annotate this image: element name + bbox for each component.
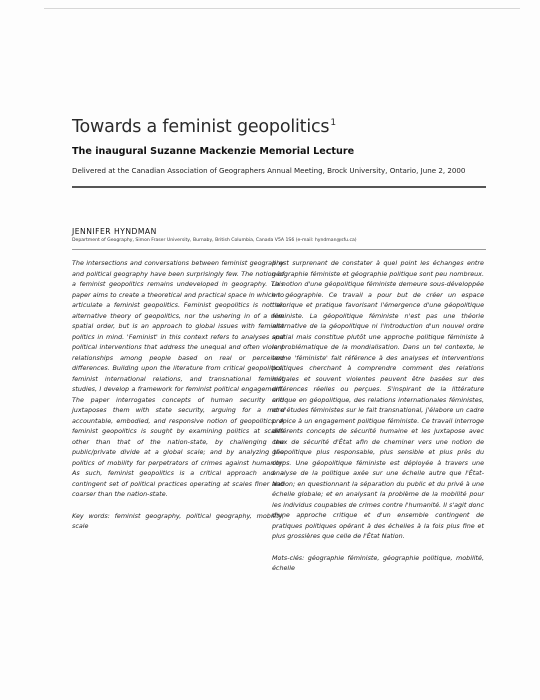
abstract-french-text: Il est surprenant de constater à quel point les échanges entre géographie féministe et géographie politique sont peu nombreux. La notion d'une géopolitique féministe demeure sous-développée en géographie. Ce travail a pour but de créer un espace théorique et pratique favorisant l'émergence d'une géopolitique féministe. La géopolitique féministe n'est pas une théorie alternative de la géopolitique ni l'introduction d'un nouvel ordre spatial mais constitue plutôt une approche politique féministe à la problématique de la mondialisation. Dans un tel contexte, le terme 'féministe' fait référence à des analyses et interventions politiques cherchant à comprendre comment des relations inégales et souvent violentes peuvent être basées sur des différences réelles ou perçues. S'inspirant de la littérature critique en géopolitique, des relations internationales féministes, et d'études féministes sur le fait transnational, j'élabore un cadre propice à un engagement politique féministe. Ce travail interroge différents concepts de sécurité humaine et les juxtapose avec ceux de sécurité d'État afin de cheminer vers une notion de géopolitique plus responsable, plus sensible et plus près du corps. Une géopolitique féministe est déployée à travers une analyse de la politique axée sur une échelle autre que l'État-Nation; en questionnant la séparation du public et du privé à une échelle globale; et en analysant la problème de la mobilité pour les individus coupables de crimes contre l'humanité. Il s'agit donc d'une approche critique et d'un ensemble contingent de pratiques politiques opérant à des échelles à la fois plus fine et plus grossières que celle de l'État Nation. (272, 259, 484, 540)
article-subtitle: The inaugural Suzanne Mackenzie Memorial Lecture (72, 146, 355, 157)
delivered-note: Delivered at the Canadian Association of Geographers Annual Meeting, Brock University, Ontario, June 2, 2000 (72, 166, 466, 175)
author-affiliation: Department of Geography, Simon Fraser University, Burnaby, British Columbia, Canada V5A 1S6 (e-mail: hyndman@sfu.ca) (72, 238, 357, 243)
page-top-edge (44, 8, 520, 9)
abstract-english (72, 258, 284, 532)
author-rule (72, 249, 486, 250)
article-title (72, 117, 336, 137)
keywords-english: Key words: feminist geography, political geography, mobility, scale (72, 511, 284, 530)
author-name: JENNIFER HYNDMAN (72, 227, 157, 236)
article-title-text: Towards a feminist geopolitics (72, 117, 330, 137)
keywords-french: Mots-clés: géographie féministe, géographie politique, mobilité, échelle (272, 553, 484, 572)
abstract-french (272, 258, 484, 574)
footnote-mark: 1 (330, 118, 336, 129)
header-rule (72, 186, 486, 188)
abstract-english-text: The intersections and conversations between feminist geography and political geography have been surprisingly few. The notion of a feminist geopolitics remains undeveloped in geography. This paper aims to create a theoretical and practical space in which to articulate a feminist geopolitics. Feminist geopolitics is not an alternative theory of geopolitics, nor the ushering in of a new spatial order, but is an approach to global issues with feminist politics in mind. 'Feminist' in this context refers to analyses and political interventions that address the unequal and often violent relationships among people based on real or perceived differences. Building upon the literature from critical geopolitics, feminist international relations, and transnational feminist studies, I develop a framework for feminist political engagement. The paper interrogates concepts of human security and juxtaposes them with state security, arguing for a more accountable, embodied, and responsive notion of geopolitics. A feminist geopolitics is sought by examining politics at scales other than that of the nation-state, by challenging the public/private divide at a global scale; and by analyzing the politics of mobility for perpetrators of crimes against humanity. As such, feminist geopolitics is a critical approach and a contingent set of political practices operating at scales finer and coarser than the nation-state. (72, 259, 284, 498)
